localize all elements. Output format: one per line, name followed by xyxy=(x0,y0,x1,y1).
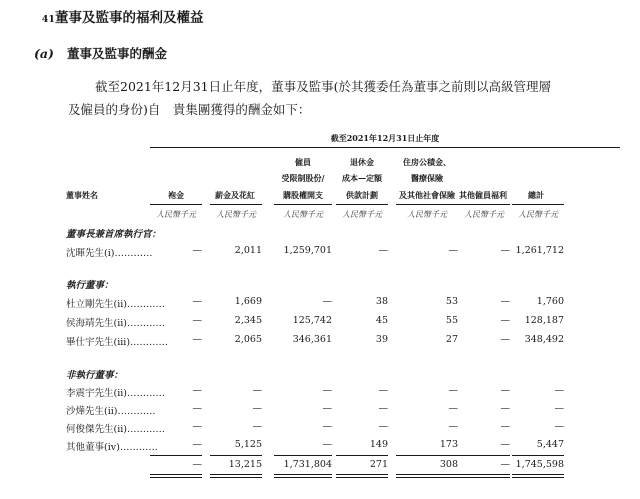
cell-share: — xyxy=(322,403,332,414)
cell-total: — xyxy=(554,385,564,396)
cell-total: 1,261,712 xyxy=(515,245,564,256)
col-header-pension-3: 供款計劃 xyxy=(346,190,378,200)
section-title: 董事及監事的福利及權益 xyxy=(55,10,204,26)
cell-salary: — xyxy=(252,421,262,432)
col-header-housing-2: 醫療保險 xyxy=(411,173,443,183)
cell-pension: — xyxy=(378,385,388,396)
cell-fees: — xyxy=(192,315,202,326)
section-number: 41 xyxy=(41,14,55,25)
total-double-rule-fees-2 xyxy=(150,477,202,478)
cell-pension: — xyxy=(378,421,388,432)
cell-other: — xyxy=(500,385,510,396)
cell-pension: 45 xyxy=(375,315,388,326)
cell-pension: 39 xyxy=(375,334,388,345)
total-double-rule-pension-1 xyxy=(336,474,388,475)
cell-salary: — xyxy=(252,403,262,414)
underline-total xyxy=(512,204,564,205)
cell-housing: 173 xyxy=(439,439,458,450)
cell-fees: — xyxy=(192,385,202,396)
cell-pension: 38 xyxy=(375,296,388,307)
cell-fees: — xyxy=(192,421,202,432)
row-name: 李震宇先生(ii)………… xyxy=(66,388,165,399)
cell-share: 346,361 xyxy=(292,334,332,345)
cell-fees: — xyxy=(192,296,202,307)
subsection-label: (a) xyxy=(34,46,54,61)
cell-fees: — xyxy=(192,334,202,345)
total-double-rule-other-2 xyxy=(458,477,510,478)
col-header-total: 總計 xyxy=(528,190,544,200)
row-name: 沙燁先生(ii)………… xyxy=(66,406,156,417)
cell-total: — xyxy=(554,403,564,414)
intro-paragraph xyxy=(68,75,623,121)
total-double-rule-total-1 xyxy=(512,474,564,475)
col-header-pension-1: 退休金 xyxy=(350,157,374,167)
col-header-pension-2: 成本—定額 xyxy=(342,173,382,183)
cell-total: 1,760 xyxy=(536,296,564,307)
section-heading xyxy=(17,6,204,26)
intro-line-2: 及僱員的身份)自 貴集團獲得的酬金如下： xyxy=(68,102,311,117)
row-name: 其他董事(iv)………… xyxy=(66,442,158,453)
section-exec: 執行董事： xyxy=(66,280,114,291)
total-double-rule-fees-1 xyxy=(150,474,202,475)
total-double-rule-housing-1 xyxy=(396,474,458,475)
unit-fees: 人民幣千元 xyxy=(156,210,196,219)
cell-housing: — xyxy=(448,385,458,396)
period-underline xyxy=(150,147,620,148)
cell-housing: — xyxy=(448,403,458,414)
total-total: 1,745,598 xyxy=(515,459,564,470)
row-name: 何俊傑先生(ii)………… xyxy=(66,424,165,435)
cell-other: — xyxy=(500,439,510,450)
underline-share xyxy=(274,204,332,205)
total-double-rule-other-1 xyxy=(458,474,510,475)
unit-share: 人民幣千元 xyxy=(283,210,323,219)
total-fees: — xyxy=(192,459,202,470)
unit-pension: 人民幣千元 xyxy=(342,210,382,219)
subtotal-rule-fees xyxy=(150,455,202,456)
cell-other: — xyxy=(500,421,510,432)
underline-fees xyxy=(150,204,202,205)
section-nonexec: 非執行董事： xyxy=(66,370,124,381)
cell-salary: 2,065 xyxy=(234,334,262,345)
row-name: 沈暉先生(i)………… xyxy=(66,248,153,259)
cell-fees: — xyxy=(192,403,202,414)
col-header-share-2: 受限制股份/ xyxy=(281,173,325,183)
total-double-rule-pension-2 xyxy=(336,477,388,478)
cell-share: — xyxy=(322,296,332,307)
col-header-name: 董事姓名 xyxy=(66,190,98,200)
unit-salary: 人民幣千元 xyxy=(216,210,256,219)
cell-total: 5,447 xyxy=(536,439,564,450)
intro-line-1: 截至2021年12月31日止年度，董事及監事(於其獲委任為董事之前則以高級管理層 xyxy=(95,79,552,94)
cell-other: — xyxy=(500,315,510,326)
subtotal-rule-salary xyxy=(210,455,262,456)
cell-fees: — xyxy=(192,439,202,450)
cell-share: — xyxy=(322,385,332,396)
cell-total: 128,187 xyxy=(524,315,564,326)
unit-housing: 人民幣千元 xyxy=(407,210,447,219)
underline-housing xyxy=(396,204,458,205)
cell-housing: 27 xyxy=(445,334,458,345)
row-name: 畢仕宇先生(iii)………… xyxy=(66,337,169,348)
cell-other: — xyxy=(500,334,510,345)
cell-share: — xyxy=(322,439,332,450)
cell-housing: 55 xyxy=(445,315,458,326)
cell-share: 1,259,701 xyxy=(283,245,332,256)
total-share: 1,731,804 xyxy=(283,459,332,470)
cell-other: — xyxy=(500,403,510,414)
subtotal-rule-housing xyxy=(396,455,458,456)
col-header-share-1: 僱員 xyxy=(295,157,311,167)
total-housing: 308 xyxy=(439,459,458,470)
cell-share: 125,742 xyxy=(292,315,332,326)
cell-pension: 149 xyxy=(369,439,388,450)
subtotal-rule-share xyxy=(274,455,332,456)
total-double-rule-share-2 xyxy=(274,477,332,478)
cell-total: — xyxy=(554,421,564,432)
cell-housing: — xyxy=(448,245,458,256)
subtotal-rule-other xyxy=(458,455,510,456)
underline-salary xyxy=(210,204,262,205)
subtotal-rule-pension xyxy=(336,455,388,456)
cell-pension: — xyxy=(378,245,388,256)
cell-salary: 2,345 xyxy=(234,315,262,326)
total-double-rule-housing-2 xyxy=(396,477,458,478)
cell-salary: 1,669 xyxy=(234,296,262,307)
cell-housing: — xyxy=(448,421,458,432)
cell-other: — xyxy=(500,245,510,256)
underline-other xyxy=(458,204,510,205)
row-name: 杜立剛先生(ii)………… xyxy=(66,299,165,310)
cell-salary: — xyxy=(252,385,262,396)
unit-other: 人民幣千元 xyxy=(464,210,504,219)
total-double-rule-share-1 xyxy=(274,474,332,475)
cell-fees: — xyxy=(192,245,202,256)
cell-other: — xyxy=(500,296,510,307)
total-double-rule-total-2 xyxy=(512,477,564,478)
col-header-housing-3: 及其他社會保險 xyxy=(399,190,455,200)
col-header-share-3: 購股權開支 xyxy=(283,190,323,200)
cell-total: 348,492 xyxy=(524,334,564,345)
underline-pension xyxy=(336,204,388,205)
cell-housing: 53 xyxy=(445,296,458,307)
col-header-fees: 袍金 xyxy=(168,190,184,200)
unit-total: 人民幣千元 xyxy=(518,210,558,219)
total-double-rule-salary-2 xyxy=(210,477,262,478)
col-header-other: 其他僱員福利 xyxy=(459,190,507,200)
total-other: — xyxy=(500,459,510,470)
cell-pension: — xyxy=(378,403,388,414)
total-double-rule-salary-1 xyxy=(210,474,262,475)
subtotal-rule-total xyxy=(512,455,564,456)
subsection-title: 董事及監事的酬金 xyxy=(67,46,168,61)
subsection-heading xyxy=(34,44,167,62)
cell-share: — xyxy=(322,421,332,432)
col-header-salary: 薪金及花紅 xyxy=(215,190,255,200)
section-chair: 董事長兼首席執行官： xyxy=(66,229,162,240)
cell-salary: 5,125 xyxy=(234,439,262,450)
row-name: 侯海靖先生(ii)………… xyxy=(66,318,165,329)
cell-salary: 2,011 xyxy=(234,245,262,256)
total-salary: 13,215 xyxy=(228,459,262,470)
total-pension: 271 xyxy=(369,459,388,470)
col-header-housing-1: 住房公積金、 xyxy=(403,157,451,167)
period-header: 截至2021年12月31日止年度 xyxy=(330,133,440,143)
